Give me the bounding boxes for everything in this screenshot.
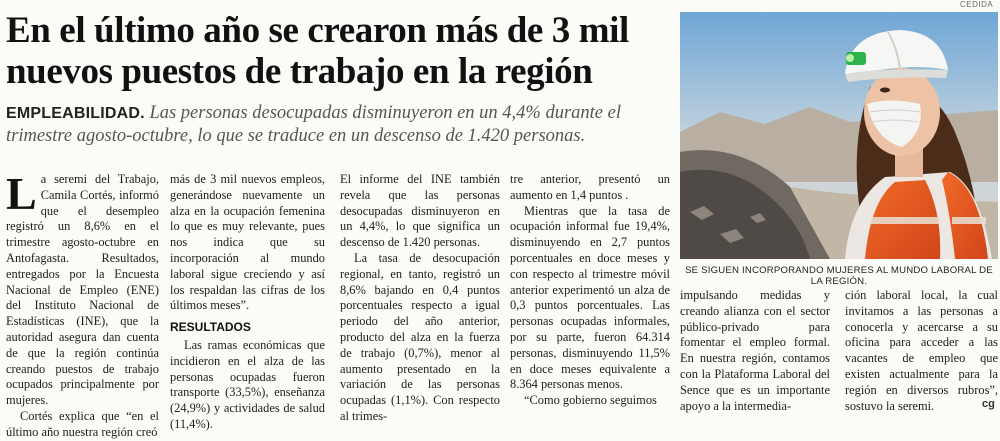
paragraph: El informe del INE también revela que las personas desocupadas disminuyeron en un 4,4%, lo que significa un descenso de 1.420 personas.: [340, 172, 500, 250]
article-column-4: [510, 172, 670, 409]
article-column-1: [6, 168, 159, 441]
photo: [680, 12, 998, 259]
headline: En el último año se crearon más de 3 mil nuevos puestos de trabajo en la región: [6, 10, 629, 92]
paragraph: Cortés explica que “en el último año nuestra región creó: [6, 408, 159, 439]
paragraph: ción laboral local, la cual invitamos a las personas a conocerla y acercarse a su oficina para acceder a las vacantes de empleo que existen actualmente para la región en diversos rubros”, sostuvo la seremi.: [845, 288, 998, 413]
lead-paragraph: [6, 102, 670, 148]
paragraph-text: a seremi del Trabajo, Camila Cortés, informó que el desempleo registró un 8,6% en el trimestre agosto-octubre en Antofagasta. Resultados, entregados por la Encuesta Nacional de Empleo (ENE) del Instituto Nacional de Estadísticas (INE), que la autoridad asegura dan cuenta de que la región continúa creando puestos de trabajo ocupados principalmente por mujeres.: [6, 172, 159, 408]
end-mark: cg: [982, 398, 995, 410]
paragraph: La tasa de desocupación regional, en tanto, registró un 8,6% bajando en 0,4 puntos porcentuales respecto a igual periodo del año anterior, producto del alza en la fuerza de trabajo (0,7%), menor al aumento presentado en la variación de las personas ocupadas (1,1%). Con respecto al trimes-: [340, 250, 500, 423]
paragraph: tre anterior, presentó un aumento en 1,4 puntos .: [510, 172, 670, 202]
kicker: EMPLEABILIDAD.: [6, 105, 145, 122]
article-column-5: [680, 288, 830, 414]
worker-photo-illustration: [680, 12, 998, 259]
photo-credit: CEDIDA: [960, 0, 994, 9]
lead-text: Las personas desocupadas disminuyeron en un 4,4% durante el trimestre agosto-octubre, lo que se traduce en un descenso de 1.420 personas.: [6, 103, 621, 146]
article-column-3: [340, 172, 500, 425]
paragraph: [6, 168, 159, 409]
article-column-6: [845, 288, 998, 414]
photo-caption: SE SIGUEN INCORPORANDO MUJERES AL MUNDO LABORAL DE LA REGIÓN.: [685, 265, 993, 287]
paragraph: impulsando medidas y creando alianza con el sector público-privado para fomentar el empleo formal. En nuestra región, contamos con la Plataforma Laboral del Sence que es un importante apoyo a la intermedia-: [680, 288, 830, 413]
paragraph: “Como gobierno seguimos: [524, 393, 657, 408]
subheading: RESULTADOS: [170, 320, 251, 335]
paragraph: Mientras que la tasa de ocupación informal fue 19,4%, disminuyendo en 2,7 puntos porcentuales en doce meses y con respecto al trimestre móvil anterior experimentó un alza de 0,3 puntos porcentuales. Las personas ocupadas informales, por su parte, fueron 64.314 personas, disminuyendo 11,5% en doce meses equivalente a 8.364 personas menos.: [510, 203, 670, 392]
article-column-2: [170, 172, 325, 433]
paragraph: más de 3 mil nuevos empleos, generándose nuevamente un alza en la ocupación femenina lo que es muy relevante, pues nos indica que su incorporación al mundo laboral sigue creciendo y así los respaldan las cifras de los últimos meses”.: [170, 172, 325, 313]
drop-cap: L: [6, 168, 37, 219]
paragraph: Las ramas económicas que incidieron en el alza de las personas ocupadas fueron transporte (33,5%), enseñanza (24,9%) y actividades de salud (11,4%).: [170, 337, 325, 431]
